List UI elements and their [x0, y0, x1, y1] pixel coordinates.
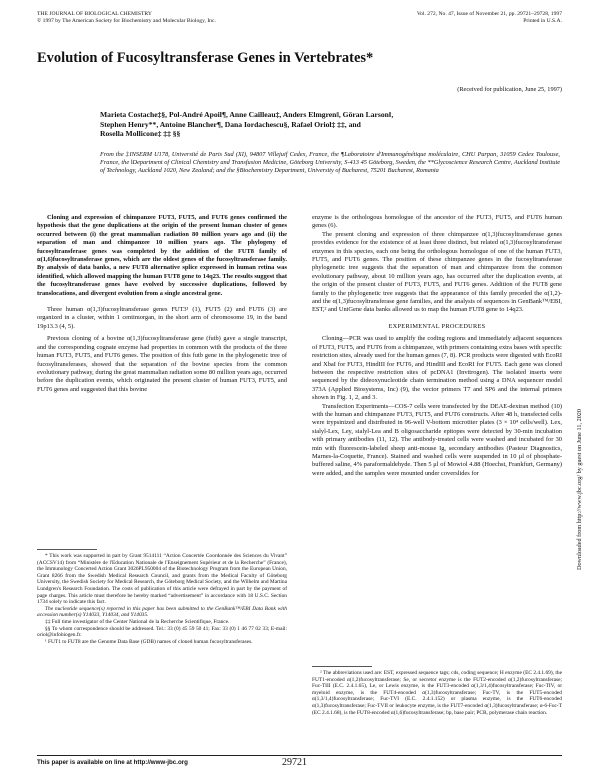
- author-line: Marieta Costache‡§, Pol-André Apoil¶, Anne Cailleau‡, Anders Elmgren‖, Göran Larson‖,: [100, 110, 394, 119]
- footnote-correspondence: §§ To whom correspondence should be addressed. Tel.: 33 (0) 45 59 50 41; Fax: 33 (0) 1 46 77 02 33; E-mail: oriol@infobiogen.fr.: [37, 625, 287, 639]
- author-line: Rosella Mollicone‡ ‡‡ §§: [100, 129, 181, 139]
- footnote-divider: [312, 666, 372, 667]
- journal-name: THE JOURNAL OF BIOLOGICAL CHEMISTRY: [37, 11, 152, 17]
- author-line: Stephen Henry**, Antoine Blancher¶, Dana Iordachescu§, Rafael Oriol‡ ‡‡, and: [100, 119, 361, 129]
- footnote-gdb: ¹ FUT1 to FUT8 are the Genome Data Base (GDB) names of cloned human fucosyltransferases.: [45, 638, 253, 645]
- intro-paragraph-2: Previous cloning of a bovine α(1,3)fucosyltransferase gene (futb) gave a single transcript, and the corresponding cognate enzyme had properties in common with the products of the three human FUT3, FUT5, and FUT6 genes. The position of this futb gene in the phylogenetic tree of fucosyltransferases, showed that the separation of the bovine species from the common evolutionary pathway, during the great mammalian radiation some 80 million years ago, occurred before the duplication events, which originated the present cluster of human FUT3, FUT5, and FUT6 genes and suggested that this bovine: [37, 335, 287, 393]
- footnote-divider: [37, 549, 97, 550]
- copyright: © 1997 by The American Society for Biochemistry and Molecular Biology, Inc.: [37, 17, 216, 24]
- footnote-investigator: ‡‡ Full time investigator of the Center National de la Recherche Scientifique, France.: [45, 618, 230, 625]
- printed-in: Printed in U.S.A.: [523, 17, 562, 24]
- methods-cloning: Cloning—PCR was used to amplify the coding regions and immediately adjacent sequences of FUT3, FUT5, and FUT6 from a chimpanzee, with primers containing extra bases with specific restriction sites, already used for the human genes (7, 8). PCR products were digested with EcoRI and XbaI for FUT3, HindIII for FUT6, and HindIII and EcoRI for FUT5. Each gene was cloned between the respective restriction sites of pcDNA1 (Invitrogen). The isolated inserts were sequenced by the dideoxynucleotide chain termination method using a DNA sequencer model 373A (Applied Biosystems, Inc) (9), the vector primers T7 and SP6 and the internal primers shown in Fig. 1, 2, and 3.: [312, 335, 562, 402]
- page-number: 29721: [282, 757, 307, 768]
- footer-rule: [37, 755, 562, 756]
- affiliations: From the ‡INSERM U178, Université de Paris Sud (XI), 94807 Villejuif Cedex, France, the ¶Laboratoire d'Immunogénétique moléculaire, CHU Purpan, 31059 Cedex Toulouse, France, the ‖Department of Clinical Chemistry and Transfusion Medicine, Göteborg University, S-413 45 Göteborg, Sweden, the **Glycoscience Research Centre, Auckland Institute of Technology, Auckland 1020, New Zealand; and the §Biochemistry Department, University of Bucharest, 75201 Bucharest, Romania: [100, 151, 560, 174]
- section-heading: EXPERIMENTAL PROCEDURES: [388, 322, 486, 330]
- journal-header-right: [330, 11, 562, 24]
- methods-transfection: Transfection Experiments—COS-7 cells were transfected by the DEAE-dextran method (10) with the human and chimpanzee FUT3, FUT5, and FUT6 constructs. After 48 h, transfected cells were trypsinized and distributed in 96-well V-bottom microtiter plates (3 × 10⁴ cells/well). Lex, sialyl-Lex, Ley, sialyl-Lea and B oligosaccharide epitopes were detected by 30-min incubation with primary antibodies (11, 12). The antibody-treated cells were washed and incubated for 30 min with fluorescein-labeled sheep anti-mouse Ig, secondary antibodies (Pasteur Diagnostics, Marnes-la-Coquette, France). Stained and washed cells were suspended in 10 μl of phosphate-buffered saline, 4% paraformaldehyde. Then 5 μl of Mowiol 4.88 (Hoechst, Frankfurt, Germany) were added, and the samples were mounted under coverslides for: [312, 402, 562, 477]
- journal-header-left: [37, 11, 297, 24]
- online-availability: This paper is available on line at http://www-jbc.org: [37, 759, 188, 766]
- footnotes-right: [312, 670, 562, 716]
- article-title: Evolution of Fucosyltransferase Genes in Vertebrates*: [37, 50, 374, 66]
- intro-paragraph-1: Three human α(1,3)fucosyltransferase genes FUT3¹ (1), FUT5 (2) and FUT6 (3) are organized in a cluster, within 1 centimorgan, in the short arm of chromosome 19, in the band 19p13.3 (4, 5).: [37, 306, 287, 330]
- abstract: Cloning and expression of chimpanzee FUT3, FUT5, and FUT6 genes confirmed the hypothesis that the gene duplications at the origin of the present human cluster of genes occurred between (i) the great mammalian radiation 80 million years ago and (ii) the separation of man and chimpanzee 10 million years ago. The phylogeny of fucosyltransferase genes was completed by the addition of the FUT8 family of α(1,6)fucosyltransferase genes, which are the oldest genes of the fucosyltransferase family. By analysis of data banks, a new FUT8 alternative splice expressed in human retina was identified, which allowed mapping the human FUT8 gene to 14q23. The results suggest that the fucosyltransferase genes have evolved by successive duplications, followed by translocations, and divergent evolution from a single ancestral gene.: [37, 214, 287, 297]
- download-watermark: Downloaded from http://www.jbc.org/ by guest on June 11, 2020: [576, 409, 583, 570]
- issue-info: Vol. 272, No. 47, Issue of November 21, pp. 29721–29728, 1997: [416, 11, 562, 17]
- footnote-funding: * This work was supported in part by Grant 9514111 “Action Concertée Coordonnée des Sciences du Vivant” (ACCSV14) from “Ministère de l'Education Nationale de l'Enseignement Supérieur et de la Recherche” (France), the Immunology Concerted Action Grant 3026PL950004 of the Biotechnology Program from the European Union, Grant 8266 from the Swedish Medical Research Council, and grants from the Medical Faculty of Göteborg University, the Swedish Society for Medical Research, the Göteborg Medical Society, and the Wilhelm and Martina Lundgren's Research Foundation. The costs of publication of this article were defrayed in part by the payment of page charges. This article must therefore be hereby marked “advertisement” in accordance with 18 U.S.C. Section 1734 solely to indicate this fact.: [37, 553, 287, 606]
- footnote-accession: The nucleotide sequence(s) reported in this paper has been submitted to the GenBank™/EBI Data Bank with accession number(s) Y14033, Y14034, and Y14035.: [37, 605, 287, 619]
- author-list: [100, 110, 560, 139]
- right-column: [312, 214, 562, 478]
- left-column: [37, 214, 287, 394]
- footnotes-left: [37, 553, 287, 645]
- body-paragraph-2: The present cloning and expression of three chimpanzee α(1,3)fucosyltransferase genes provides evidence for the existence of at least three distinct, but related α(1,3)fucosyltransferase enzymes in this species, each one being the orthologous homologue of one of the human FUT3, FUT5, and FUT6 genes. The position of these chimpanzee genes in the fucosyltransferase phylogenetic tree suggests that the separation of man and chimpanzee from the common evolutionary pathway, about 10 million years ago, has occurred after the duplication events, at the origin of the present cluster of FUT3, FUT5, and FUT6 genes. Addition of the FUT8 gene family to the phylogenetic tree suggests that the appearance of this family preceded the α(1,2)- and the α(1,3)fucosyltransferase gene families, and the analysis of sequences in GenBank™/EBI, EST,² and UniGene data banks allowed us to map the human FUT8 gene to 14q23.: [312, 230, 562, 314]
- received-date: (Received for publication, June 25, 1997): [457, 86, 562, 93]
- footnote-abbreviations: ² The abbreviations used are: EST, expressed sequence tags; cds, coding sequence; H enzyme (EC 2.4.1.69), the FUT1-encoded α(1,2)fucosyltransferase; Se, or secretor enzyme is the FUT2-encoded α(1,2)fucosyltransferase; Fuc-TIII (E.C. 2.4.1.65), Le, or Lewis enzyme, is the FUT3-encoded α(1,3/1,4)fucosyltransferase; Fuc-TIV, or myeloid enzyme, is the FUT4-encoded α(1,3)fucosyltransferase; Fuc-TV, is the FUT5-encoded α(1,3/1,4)fucosyltransferase; Fuc-TVI (E.C. 2.4.1.152) or plasma enzyme, is the FUT6-encoded α(1,3)fucosyltransferase; Fuc-TVII or leukocyte enzyme, is the FUT7-encoded α(1,3)fucosyltransferase; α-6-Fuc-T (EC 2.4.1.68), is the FUT8-encoded α(1,6)fucosyltransferase; bp, base pair; PCR, polymerase chain reaction.: [312, 670, 562, 716]
- body-paragraph-1: enzyme is the orthologous homologue of the ancestor of the FUT3, FUT5, and FUT6 human genes (6).: [312, 214, 562, 230]
